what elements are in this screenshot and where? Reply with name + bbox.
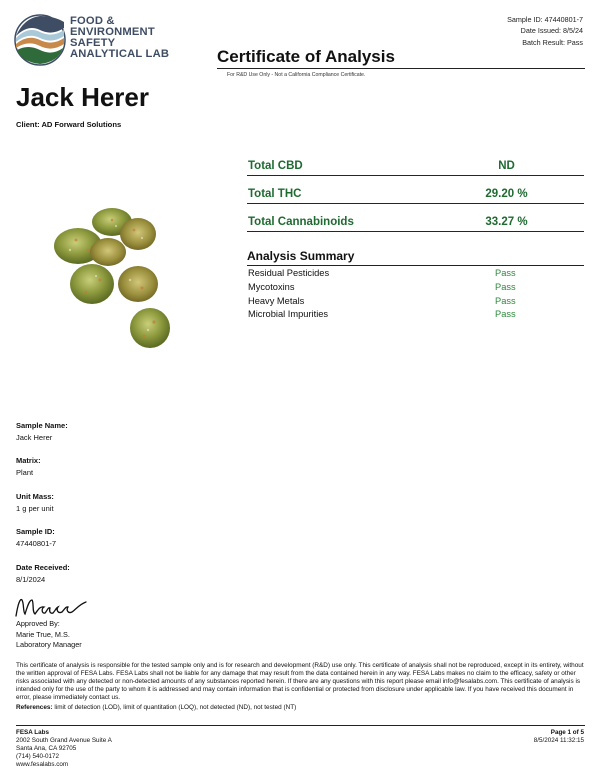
summary-value: Pass — [495, 309, 516, 320]
approval-block — [16, 619, 82, 651]
lab-name — [70, 16, 169, 60]
references — [16, 704, 296, 711]
total-row — [247, 176, 584, 204]
approved-by-label: Approved By: — [16, 619, 60, 628]
lab-name-line: ENVIRONMENT — [70, 26, 155, 38]
product-photo — [30, 200, 200, 360]
sample-details — [16, 421, 70, 598]
field-label: Unit Mass: — [16, 491, 54, 501]
summary-row — [247, 280, 584, 294]
total-label: Total Cannabinoids — [248, 216, 354, 228]
approver-name: Marie True, M.S. — [16, 629, 70, 639]
detail-field — [16, 456, 70, 478]
summary-value: Pass — [495, 281, 516, 292]
product-name: Jack Herer — [16, 82, 149, 112]
field-value: 8/1/2024 — [16, 574, 46, 584]
field-value: Plant — [16, 468, 34, 478]
total-value: 33.27 % — [485, 216, 528, 228]
field-label: Sample Name: — [16, 421, 68, 430]
total-row — [247, 148, 584, 176]
fesa-logo-icon — [14, 14, 66, 66]
approver-role: Laboratory Manager — [16, 640, 82, 650]
footer-address — [16, 729, 112, 769]
summary-value: Pass — [495, 268, 516, 278]
total-label: Total THC — [248, 188, 302, 200]
detail-field — [16, 492, 70, 514]
references-label: References: — [16, 704, 53, 711]
summary-label: Mycotoxins — [248, 281, 295, 292]
footer-page-info — [534, 729, 584, 745]
lab-name-line: FOOD & — [70, 15, 115, 27]
page-number: Page 1 of 5 — [550, 729, 584, 736]
total-row — [247, 204, 584, 232]
footer-timestamp: 8/5/2024 11:32:15 — [533, 737, 584, 745]
summary-label: Microbial Impurities — [248, 309, 329, 320]
field-value: Jack Herer — [16, 433, 53, 442]
field-label: Sample ID: — [16, 527, 55, 537]
rd-disclaimer: For R&D Use Only - Not a California Compliance Certificate. — [227, 72, 366, 78]
lab-name-line: ANALYTICAL LAB — [70, 48, 170, 60]
references-text: limit of detection (LOD), limit of quantitation (LOQ), not detected (ND), not tested (NT) — [52, 704, 297, 711]
potency-totals — [247, 148, 584, 232]
footer-address-line: 2002 South Grand Avenue Suite A — [16, 737, 112, 745]
field-label: Matrix: — [16, 456, 41, 466]
field-value: 47440801-7 — [16, 539, 57, 549]
client-name: Client: AD Forward Solutions — [16, 120, 122, 129]
header-divider — [217, 68, 585, 69]
report-meta — [507, 14, 583, 48]
detail-field — [16, 527, 70, 549]
summary-row — [247, 266, 584, 280]
meta-batch-result: Batch Result: Pass — [522, 37, 583, 47]
footer-divider — [16, 725, 585, 726]
footer-lab-name: FESA Labs — [16, 729, 50, 736]
detail-field — [16, 563, 70, 585]
signature — [14, 594, 88, 620]
field-value: 1 g per unit — [16, 503, 54, 513]
footer-address-line: Santa Ana, CA 92705 — [16, 745, 77, 753]
total-value: ND — [498, 160, 515, 172]
total-value: 29.20 % — [485, 188, 528, 200]
summary-title: Analysis Summary — [247, 249, 584, 266]
meta-sample-id: Sample ID: 47440801-7 — [507, 15, 583, 24]
footer-phone: (714) 540-0172 — [16, 753, 60, 761]
certificate-title: Certificate of Analysis — [217, 47, 395, 66]
lab-name-line: SAFETY — [70, 37, 116, 49]
summary-row — [247, 307, 584, 321]
summary-row — [247, 294, 584, 308]
summary-label: Heavy Metals — [248, 295, 305, 306]
summary-label: Residual Pesticides — [248, 268, 330, 278]
legal-disclaimer: This certificate of analysis is responsible for the tested sample only and is for research and development (R&D) use only. This certificate of analysis shall not be reproduced, except in its entirety, without the written approval of FESA Labs. FESA Labs shall not be liable for any damage that may result from the data contained herein in any way. FESA Labs makes no claim to the efficacy, safety or other risks associated with any detected or non-detected amounts of any substances reported herein. If there are any questions with this report please email info@fesalabs.com. This certificate of analysis is intended only for the use of the party to whom it is addressed and may contain information that is confidential or protected from disclosure under applicable law. If you have received this document in error, please immediately contact us. — [16, 662, 584, 701]
field-label: Date Received: — [16, 562, 70, 572]
meta-date-issued: Date Issued: 8/5/24 — [520, 26, 583, 36]
detail-field — [16, 421, 70, 443]
total-label: Total CBD — [248, 160, 303, 172]
footer-website: www.fesalabs.com — [16, 761, 69, 769]
summary-value: Pass — [495, 295, 516, 306]
analysis-summary — [247, 249, 584, 321]
